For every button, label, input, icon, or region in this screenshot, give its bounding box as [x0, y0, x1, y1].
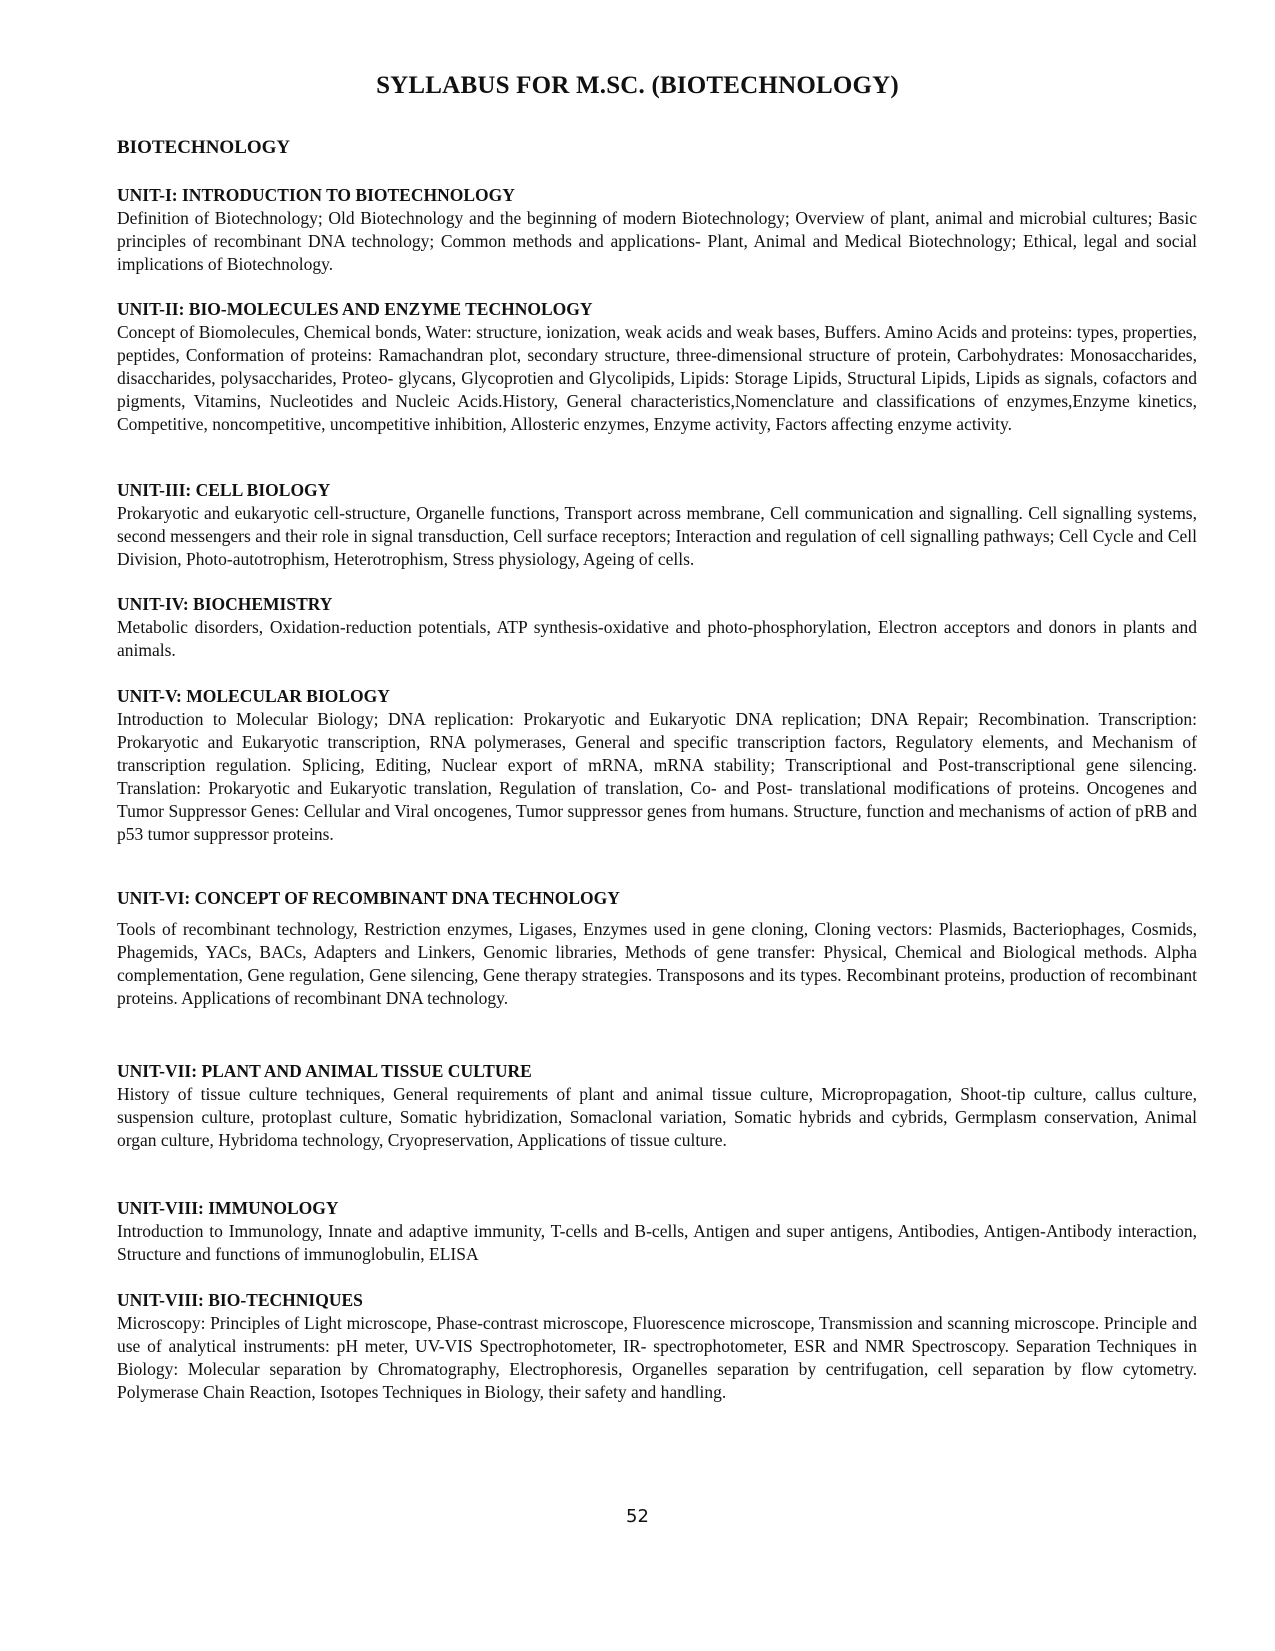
unit-1-section [117, 184, 1197, 276]
unit-2-body: Concept of Biomolecules, Chemical bonds, Water: structure, ionization, weak acids and weak bases, Buffers. Amino Acids and proteins: types, properties, peptides, Conformation of proteins: Ramachandran plot, secondary structure, three-dimensional structure of protein, Carbohydrates: Monosaccharides, disaccharides, polysaccharides, Proteo- glycans, Glycoprotien and Glycolipids, Lipids: Storage Lipids, Structural Lipids, Lipids as signals, cofactors and pigments, Vitamins, Nucleotides and Nucleic Acids.History, General characteristics,Nomenclature and classifications of enzymes,Enzyme kinetics, Competitive, noncompetitive, uncompetitive inhibition, Allosteric enzymes, Enzyme activity, Factors affecting enzyme activity. [117, 322, 1197, 434]
unit-4-section [117, 593, 1197, 662]
unit-8-section [117, 1197, 1197, 1266]
unit-9-body: Microscopy: Principles of Light microscope, Phase-contrast microscope, Fluorescence microscope, Transmission and scanning microscope. Principle and use of analytical instruments: pH meter, UV-VIS Spectrophotometer, IR- spectrophotometer, ESR and NMR Spectroscopy. Separation Techniques in Biology: Molecular separation by Chromatography, Electrophoresis, Organelles separation by centrifugation, cell separation by flow cytometry. Polymerase Chain Reaction, Isotopes Techniques in Biology, their safety and handling. [117, 1313, 1197, 1402]
unit-3-body: Prokaryotic and eukaryotic cell-structure, Organelle functions, Transport across membrane, Cell communication and signalling. Cell signalling systems, second messengers and their role in signal transduction, Cell surface receptors; Interaction and regulation of cell signalling pathways; Cell Cycle and Cell Division, Photo-autotrophism, Heterotrophism, Stress physiology, Ageing of cells. [117, 503, 1197, 569]
unit-3-section [117, 479, 1197, 571]
unit-1-body: Definition of Biotechnology; Old Biotechnology and the beginning of modern Biotechnology; Overview of plant, animal and microbial cultures; Basic principles of recombinant DNA technology; Common methods and applications- Plant, Animal and Medical Biotechnology; Ethical, legal and social implications of Biotechnology. [117, 208, 1197, 274]
unit-6-heading: UNIT-VI: CONCEPT OF RECOMBINANT DNA TECHNOLOGY [117, 888, 620, 908]
unit-7-heading: UNIT-VII: PLANT AND ANIMAL TISSUE CULTURE [117, 1061, 532, 1081]
unit-7-section [117, 1060, 1197, 1152]
unit-2-section [117, 298, 1197, 436]
unit-1-heading: UNIT-I: INTRODUCTION TO BIOTECHNOLOGY [117, 185, 515, 205]
unit-8-heading: UNIT-VIII: IMMUNOLOGY [117, 1198, 339, 1218]
unit-9-heading: UNIT-VIII: BIO-TECHNIQUES [117, 1290, 363, 1310]
unit-6-body: Tools of recombinant technology, Restriction enzymes, Ligases, Enzymes used in gene cloning, Cloning vectors: Plasmids, Bacteriophages, Cosmids, Phagemids, YACs, BACs, Adapters and Linkers, Genomic libraries, Methods of gene transfer: Physical, Chemical and Biological methods. Alpha complementation, Gene regulation, Gene silencing, Gene therapy strategies. Transposons and its types. Recombinant proteins, production of recombinant proteins. Applications of recombinant DNA technology. [117, 919, 1197, 1008]
unit-5-heading: UNIT-V: MOLECULAR BIOLOGY [117, 686, 390, 706]
unit-4-heading: UNIT-IV: BIOCHEMISTRY [117, 594, 333, 614]
unit-7-body: History of tissue culture techniques, General requirements of plant and animal tissue culture, Micropropagation, Shoot-tip culture, callus culture, suspension culture, protoplast culture, Somatic hybridization, Somaclonal variation, Somatic hybrids and cybrids, Germplasm conservation, Animal organ culture, Hybridoma technology, Cryopreservation, Applications of tissue culture. [117, 1084, 1197, 1150]
unit-5-section [117, 685, 1197, 846]
unit-8-body: Introduction to Immunology, Innate and adaptive immunity, T-cells and B-cells, Antigen and super antigens, Antibodies, Antigen-Antibody interaction, Structure and functions of immunoglobulin, ELISA [117, 1221, 1197, 1264]
unit-3-heading: UNIT-III: CELL BIOLOGY [117, 480, 331, 500]
page-title: SYLLABUS FOR M.SC. (BIOTECHNOLOGY) [376, 72, 899, 99]
unit-2-heading: UNIT-II: BIO-MOLECULES AND ENZYME TECHNOLOGY [117, 299, 593, 319]
subject-heading: BIOTECHNOLOGY [117, 137, 291, 158]
unit-6-section [117, 887, 1197, 1010]
page-number: 52 [626, 1506, 649, 1527]
unit-4-body: Metabolic disorders, Oxidation-reduction potentials, ATP synthesis-oxidative and photo-phosphorylation, Electron acceptors and donors in plants and animals. [117, 617, 1197, 660]
unit-5-body: Introduction to Molecular Biology; DNA replication: Prokaryotic and Eukaryotic DNA replication; DNA Repair; Recombination. Transcription: Prokaryotic and Eukaryotic transcription, RNA polymerases, General and specific transcription factors, Regulatory elements, and Mechanism of transcription regulation. Splicing, Editing, Nuclear export of mRNA, mRNA stability; Transcriptional and Post-transcriptional gene silencing. Translation: Prokaryotic and Eukaryotic translation, Regulation of translation, Co- and Post- translational modifications of proteins. Oncogenes and Tumor Suppressor Genes: Cellular and Viral oncogenes, Tumor suppressor genes from humans. Structure, function and mechanisms of action of pRB and p53 tumor suppressor proteins. [117, 709, 1197, 844]
unit-9-section [117, 1289, 1197, 1404]
